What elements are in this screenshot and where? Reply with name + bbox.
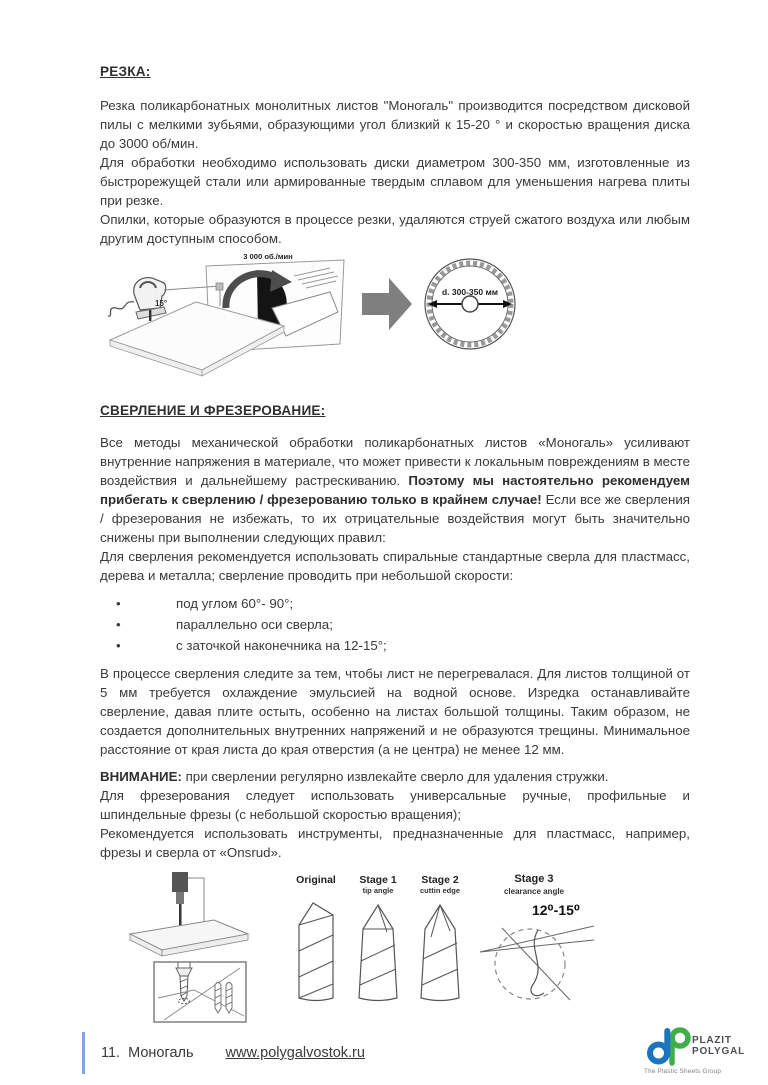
- drill-tip-paragraph: Для сверления рекомендуется использовать спиральные стандартные сверла для пластмасс, дерева и металла; сверление проводить при небольшой скорости:: [100, 549, 690, 583]
- saw-disc-diagram: [422, 256, 518, 352]
- stage-subtitle: [292, 886, 340, 896]
- drilling-intro-paragraph: [100, 433, 690, 547]
- warning-text: при сверлении регулярно извлекайте сверло для удаления стружки.: [181, 769, 609, 784]
- brand-name-line1: PLAZIT: [692, 1035, 732, 1046]
- drill-bit-stage1: [355, 899, 401, 1003]
- page-title: Моногаль: [128, 1045, 194, 1061]
- warning-block: [100, 767, 690, 862]
- intro-bold-warning: Поэтому мы настоятельно рекомендуем прибегать к сверлению / фрезерованию только в крайнем случае!: [100, 473, 690, 507]
- drill-bit-original: [293, 899, 339, 1003]
- saw-cutting-illustration: [108, 250, 350, 382]
- website-link[interactable]: www.polygalvostok.ru: [225, 1045, 365, 1061]
- brand-name-line2: POLYGAL: [692, 1046, 746, 1057]
- intro-text: Если все же сверления / фрезерования не избежать, то их отрицательные воздействия могут быть значительно снижены при выполнении следующих правил:: [100, 492, 690, 545]
- stage3-clearance-diagram: [474, 870, 599, 1004]
- rpm-label: 3 000 об./мин: [243, 252, 293, 261]
- bullet-marker: •: [116, 617, 121, 632]
- stage-figure-1: [354, 874, 402, 1028]
- drill-press-illustration: [128, 870, 250, 1024]
- drilling-bullet-list: [100, 594, 690, 655]
- bullet-item: [116, 594, 690, 613]
- drilling-section-heading: СВЕРЛЕНИЕ И ФРЕЗЕРОВАНИЕ:: [100, 403, 326, 418]
- bullet-item: [116, 636, 690, 655]
- cutting-section-heading: РЕЗКА:: [100, 64, 151, 79]
- disc-diameter-label: d. 300-350 мм: [441, 287, 499, 297]
- bullet-marker: •: [116, 596, 121, 611]
- milling-paragraph: Для фрезерования следует использовать универсальные ручные, профильные и шпиндельные фрезы (с небольшой скоростью вращения);: [100, 788, 690, 822]
- brand-logo: [642, 1026, 752, 1080]
- stage-figure-2: [416, 874, 464, 1028]
- cutting-paragraphs: [100, 96, 690, 248]
- arrow-right-icon: [362, 276, 412, 332]
- clearance-angle-label: 12⁰-15⁰: [531, 902, 581, 918]
- bullet-item: [116, 615, 690, 634]
- saw-angle-label: 15°: [155, 299, 168, 308]
- cutting-paragraph: Резка поликарбонатных монолитных листов "Моногаль" производится посредством дисковой пилы с мелкими зубьями, образующими угол близкий к 15-20 ° и скоростью вращения диска до 3000 об/мин.: [100, 98, 690, 151]
- stage-subtitle: cuttin edge: [419, 886, 460, 895]
- stage-subtitle: tip angle: [362, 886, 394, 895]
- drill-stages: [292, 874, 464, 1028]
- brand-tagline: The Plastic Sheets Group: [644, 1068, 722, 1075]
- stage-subtitle: clearance angle: [503, 887, 565, 896]
- cutting-paragraph: Опилки, которые образуются в процессе резки, удаляются струей сжатого воздуха или любым другим доступным способом.: [100, 212, 690, 246]
- footer-accent-bar: [82, 1032, 85, 1074]
- bullet-marker: •: [116, 638, 121, 653]
- drilling-process-paragraph: В процессе сверления следите за тем, чтобы лист не перегревалася. Для листов толщиной от 5 мм требуется охлаждение эмульсией на водной основе. Изредка останавливайте сверление, давая плите остыть, особенно на листах большой толщины. Таким образом, не создается дополнительных внутренних напряжений и не образуются трещины. Минимальное расстояние от края листа до края отверстия (а не центра) не менее 12 мм.: [100, 666, 690, 757]
- bullet-text: с заточкой наконечника на 12-15°;: [176, 638, 387, 653]
- cutting-paragraph: Для обработки необходимо использовать диски диаметром 300-350 мм, изготовленные из быстрорежущей стали или армированные твердым сплавом для уменьшения нагрева плиты при резке.: [100, 155, 690, 208]
- stage-title: Stage 3: [514, 873, 554, 885]
- warning-paragraph: [100, 767, 690, 786]
- stage-title: Original: [296, 874, 336, 886]
- bullet-text: под углом 60°- 90°;: [176, 596, 294, 611]
- page-number: 11.: [101, 1045, 121, 1061]
- drill-bit-stage2: [417, 899, 463, 1003]
- bullet-text: параллельно оси сверла;: [176, 617, 333, 632]
- warning-label: ВНИМАНИЕ:: [100, 769, 182, 784]
- stage-title: Stage 2: [421, 874, 459, 886]
- drilling-figure: [100, 870, 690, 1028]
- intro-text: Все методы механической обработки поликарбонатных листов «Моногаль» усиливают внутренние напряжения в материале, что может привести к локальным повреждениям в месте воздействия и дальнейшему растрескиванию.: [100, 435, 690, 488]
- stage-figure-original: [292, 874, 340, 1028]
- cutting-figure: [100, 250, 690, 386]
- milling-paragraph: Рекомендуется использовать инструменты, предназначенные для пластмасс, например, фрезы и сверла от «Onsrud».: [100, 826, 690, 860]
- stage-title: Stage 1: [359, 874, 397, 886]
- brand-name: [692, 1035, 745, 1057]
- plazit-polygal-logo-icon: [644, 1026, 694, 1066]
- page-footer: [82, 1032, 365, 1074]
